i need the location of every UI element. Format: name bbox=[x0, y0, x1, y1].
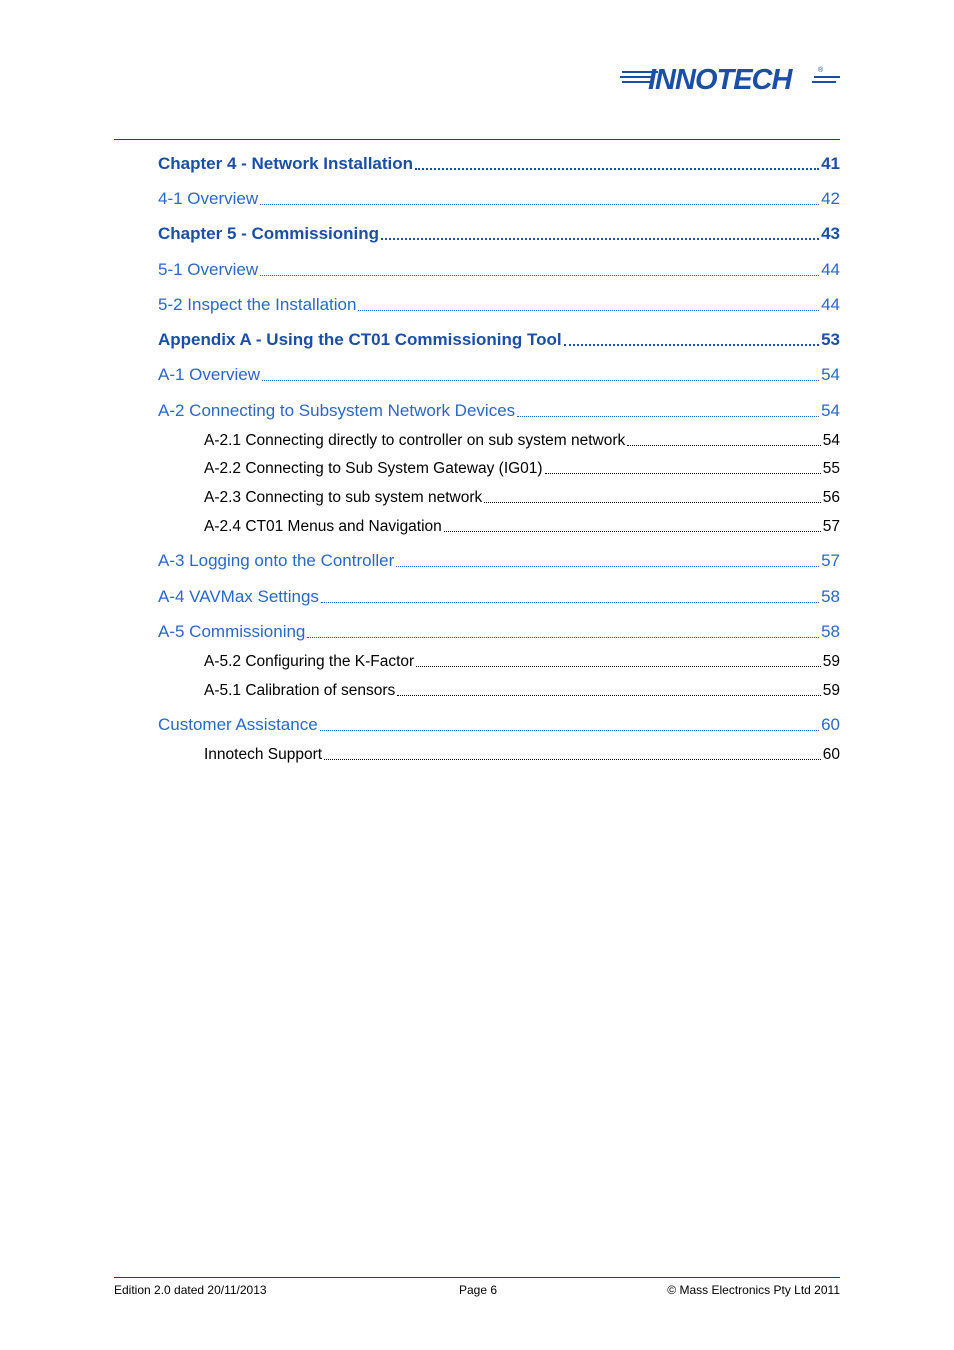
toc-leader-dots bbox=[260, 204, 819, 205]
svg-text:®: ® bbox=[818, 67, 824, 74]
toc-entry-page: 54 bbox=[821, 365, 840, 384]
toc-leader-dots bbox=[260, 275, 819, 276]
toc-entry-section[interactable] bbox=[158, 551, 840, 571]
toc-entry-page: 43 bbox=[821, 224, 840, 243]
toc-leader-dots bbox=[262, 380, 819, 381]
toc-entry-title: Chapter 4 - Network Installation bbox=[158, 154, 414, 173]
toc-entry-section[interactable] bbox=[158, 715, 840, 735]
toc-leader-dots bbox=[321, 602, 819, 603]
toc-leader-dots bbox=[416, 666, 821, 667]
toc-leader-dots bbox=[484, 502, 820, 503]
toc-entry-page: 44 bbox=[821, 260, 840, 279]
toc-leader-dots bbox=[324, 759, 821, 760]
toc-entry-title: A-2.2 Connecting to Sub System Gateway (IG01) bbox=[204, 460, 543, 477]
toc-entry-subsection[interactable] bbox=[204, 518, 840, 536]
toc-entry-title: A-3 Logging onto the Controller bbox=[158, 551, 395, 570]
toc-entry-section[interactable] bbox=[158, 622, 840, 642]
toc-entry-page: 57 bbox=[821, 551, 840, 570]
toc-leader-dots bbox=[358, 310, 819, 311]
toc-entry-page: 60 bbox=[822, 746, 840, 763]
toc-entry-section[interactable] bbox=[158, 401, 840, 421]
toc-entry-title: A-2.3 Connecting to sub system network bbox=[204, 489, 483, 506]
toc-entry-subsection[interactable] bbox=[204, 460, 840, 478]
toc-leader-dots bbox=[307, 637, 819, 638]
toc-entry-page: 42 bbox=[821, 189, 840, 208]
toc-entry-page: 58 bbox=[821, 622, 840, 641]
toc-entry-title: A-2.4 CT01 Menus and Navigation bbox=[204, 518, 442, 535]
toc-entry-page: 60 bbox=[821, 715, 840, 734]
toc-entry-page: 57 bbox=[822, 518, 840, 535]
toc-entry-page: 54 bbox=[822, 432, 840, 449]
toc-entry-subsection[interactable] bbox=[204, 746, 840, 764]
toc-leader-dots bbox=[320, 730, 819, 731]
toc-leader-dots bbox=[415, 168, 819, 170]
toc-entry-section[interactable] bbox=[158, 260, 840, 280]
toc-entry-page: 54 bbox=[821, 401, 840, 420]
toc-leader-dots bbox=[397, 695, 820, 696]
toc-entry-title: A-5 Commissioning bbox=[158, 622, 306, 641]
footer-edition: Edition 2.0 dated 20/11/2013 bbox=[114, 1283, 267, 1297]
toc-entry-section[interactable] bbox=[158, 189, 840, 209]
logo-text: INNOTECH bbox=[648, 64, 792, 94]
toc-entry-chapter[interactable] bbox=[158, 154, 840, 174]
toc-entry-chapter[interactable] bbox=[158, 330, 840, 350]
toc-entry-page: 58 bbox=[821, 587, 840, 606]
toc-entry-page: 41 bbox=[821, 154, 840, 173]
toc-entry-title: 5-1 Overview bbox=[158, 260, 259, 279]
toc-entry-page: 59 bbox=[822, 653, 840, 670]
toc-entry-section[interactable] bbox=[158, 587, 840, 607]
toc-entry-page: 53 bbox=[821, 330, 840, 349]
toc-entry-page: 59 bbox=[822, 682, 840, 699]
toc-leader-dots bbox=[517, 416, 819, 417]
toc-entry-title: A-1 Overview bbox=[158, 365, 261, 384]
toc-leader-dots bbox=[381, 238, 819, 240]
toc-entry-title: A-5.2 Configuring the K-Factor bbox=[204, 653, 415, 670]
header-divider bbox=[114, 139, 840, 140]
toc-entry-subsection[interactable] bbox=[204, 432, 840, 450]
toc-entry-title: Customer Assistance bbox=[158, 715, 318, 734]
toc-leader-dots bbox=[545, 473, 821, 474]
toc-leader-dots bbox=[564, 344, 819, 346]
innotech-logo bbox=[620, 62, 842, 94]
toc-entry-title: A-2 Connecting to Subsystem Network Devices bbox=[158, 401, 516, 420]
toc-entry-title: 4-1 Overview bbox=[158, 189, 259, 208]
toc-entry-title: Appendix A - Using the CT01 Commissioning Tool bbox=[158, 330, 562, 349]
toc-leader-dots bbox=[396, 566, 819, 567]
toc-entry-subsection[interactable] bbox=[204, 653, 840, 671]
footer-divider bbox=[114, 1277, 840, 1278]
toc-entry-title: A-2.1 Connecting directly to controller on sub system network bbox=[204, 432, 626, 449]
footer-copyright: © Mass Electronics Pty Ltd 2011 bbox=[667, 1283, 840, 1297]
toc-entry-title: A-4 VAVMax Settings bbox=[158, 587, 319, 606]
toc-entry-page: 44 bbox=[821, 295, 840, 314]
toc-entry-subsection[interactable] bbox=[204, 489, 840, 507]
toc-entry-title: Chapter 5 - Commissioning bbox=[158, 224, 380, 243]
toc-entry-section[interactable] bbox=[158, 295, 840, 315]
toc-entry-chapter[interactable] bbox=[158, 224, 840, 244]
footer-page-number: Page 6 bbox=[459, 1283, 498, 1297]
toc-leader-dots bbox=[444, 531, 821, 532]
toc-entry-section[interactable] bbox=[158, 365, 840, 385]
toc-entry-subsection[interactable] bbox=[204, 682, 840, 700]
toc-entry-title: A-5.1 Calibration of sensors bbox=[204, 682, 396, 699]
toc-entry-page: 56 bbox=[822, 489, 840, 506]
toc-entry-page: 55 bbox=[822, 460, 840, 477]
toc-entry-title: 5-2 Inspect the Installation bbox=[158, 295, 357, 314]
toc-leader-dots bbox=[627, 445, 820, 446]
toc-entry-title: Innotech Support bbox=[204, 746, 323, 763]
